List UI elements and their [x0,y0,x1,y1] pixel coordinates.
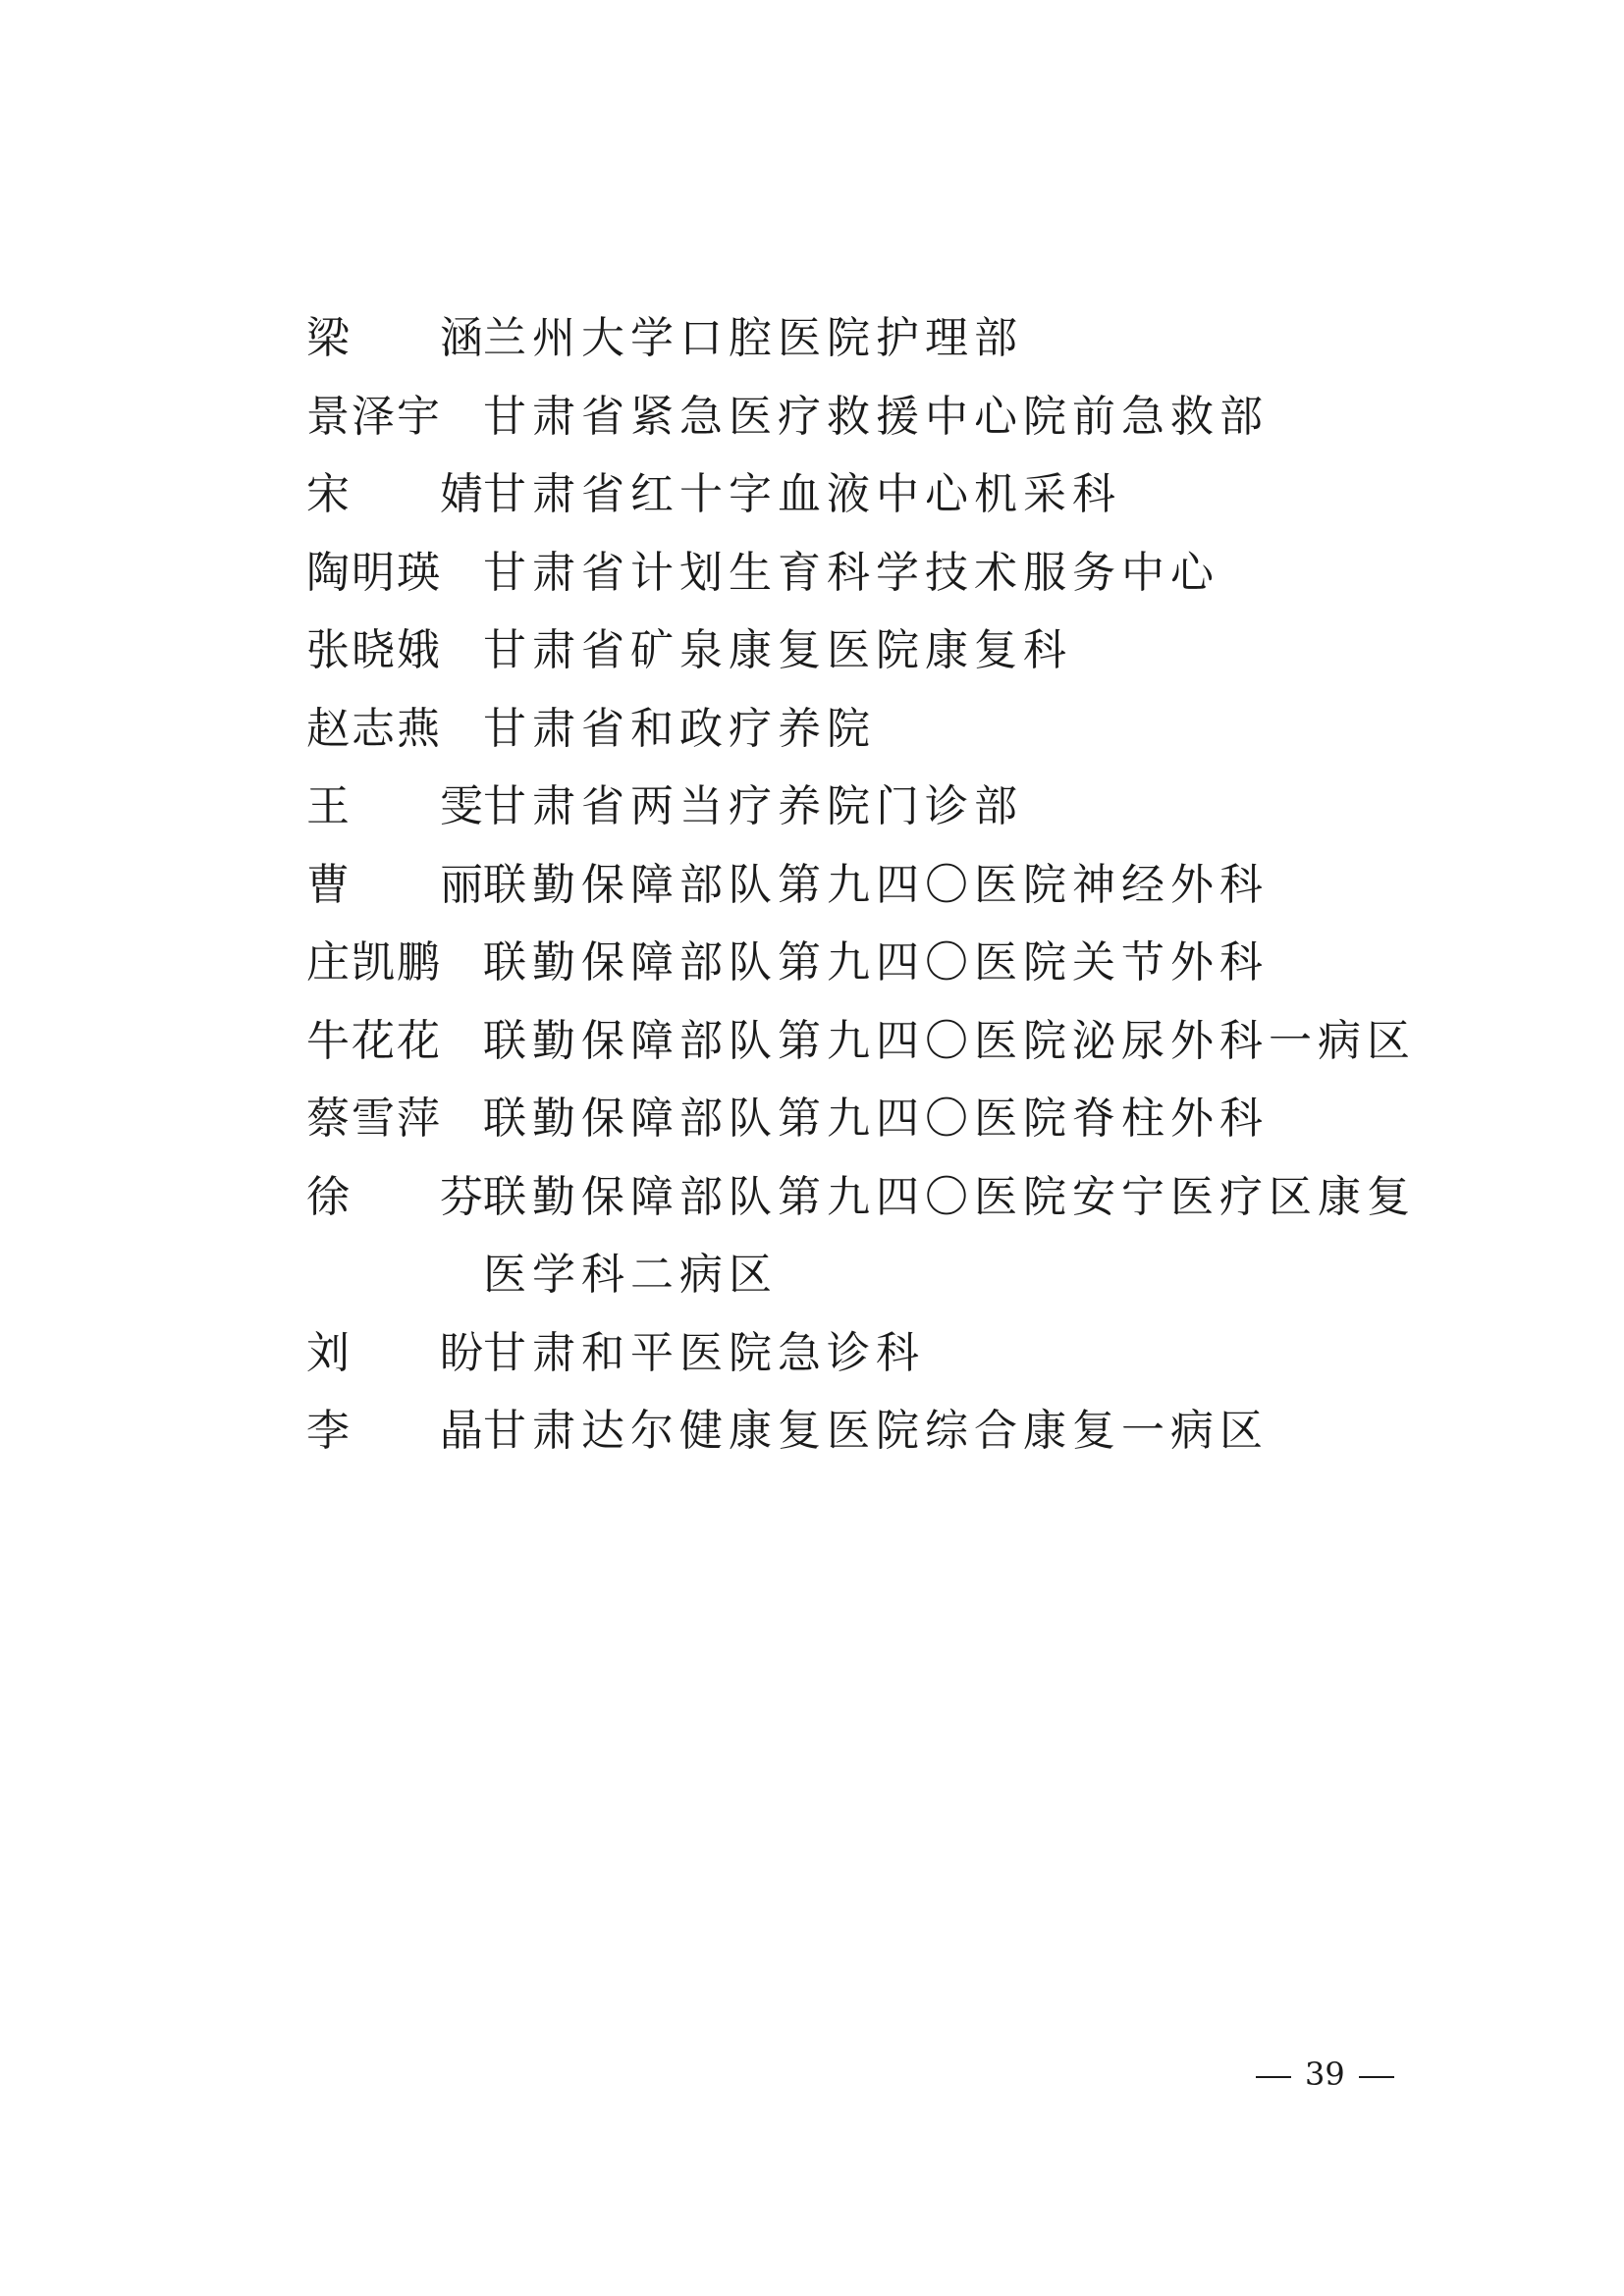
organization: 联勤保障部队第九四〇医院泌尿外科一病区 [483,1015,1416,1066]
organization: 兰州大学口腔医院护理部 [483,313,1023,363]
list-item [306,1314,1416,1393]
person-name [306,1158,483,1237]
list-item [306,768,1416,846]
organization: 联勤保障部队第九四〇医院关节外科 [483,937,1269,988]
person-name-part: 庄凯鹏 [306,937,442,988]
organization: 联勤保障部队第九四〇医院脊柱外科 [483,1094,1269,1144]
person-name [306,924,483,1002]
person-name-part: 赵志燕 [306,703,442,754]
person-name [306,455,483,534]
list-item [306,690,1416,769]
person-name-part: 徐 [306,1171,350,1222]
list-item [306,378,1416,456]
list-item [306,1158,1416,1314]
organization: 甘肃省红十字血液中心机采科 [483,469,1121,519]
person-name [306,299,483,378]
person-name-part: 晶 [440,1406,483,1456]
list-item [306,1002,1416,1081]
list-item [306,455,1416,534]
footer-dash-left [1256,2076,1291,2078]
list-item [306,846,1416,925]
list-item [306,1080,1416,1158]
person-name-part: 芬 [440,1171,483,1222]
person-name-part: 张晓娥 [306,625,442,675]
person-name-part: 牛花花 [306,1015,442,1066]
person-name [306,612,483,690]
person-name-part: 涵 [440,313,483,363]
person-name-part: 丽 [440,859,483,910]
list-item [306,612,1416,690]
person-name-part: 景泽宇 [306,391,442,442]
person-name-part: 王 [306,781,350,831]
person-name [306,846,483,925]
person-name [306,768,483,846]
person-name-part: 刘 [306,1327,350,1378]
organization: 甘肃达尔健康复医院综合康复一病区 [483,1406,1269,1456]
person-name [306,378,483,456]
footer-dash-right [1359,2076,1394,2078]
person-name-part: 盼 [440,1327,483,1378]
organization: 甘肃省和政疗养院 [483,703,876,754]
list-item [306,534,1416,613]
organization: 甘肃和平医院急诊科 [483,1327,925,1378]
person-name-part: 宋 [306,469,350,519]
page-number: 39 [1305,2056,1345,2093]
person-name [306,534,483,613]
person-name [306,1314,483,1393]
page-footer [1242,2055,1408,2094]
person-name-part: 曹 [306,859,350,910]
organization: 甘肃省计划生育科学技术服务中心 [483,547,1219,598]
person-name-part: 蔡雪萍 [306,1094,442,1144]
person-name [306,1392,483,1470]
person-name [306,690,483,769]
list-item [306,1392,1416,1470]
person-name [306,1002,483,1081]
person-name-part: 梁 [306,313,350,363]
person-name-part: 陶明瑛 [306,547,442,598]
list-item [306,299,1416,378]
organization: 甘肃省两当疗养院门诊部 [483,781,1023,831]
person-name-part: 雯 [440,781,483,831]
list-item [306,924,1416,1002]
person-name-part: 婧 [440,469,483,519]
organization: 联勤保障部队第九四〇医院神经外科 [483,859,1269,910]
personnel-list [306,299,1416,1470]
person-name [306,1080,483,1158]
organization: 联勤保障部队第九四〇医院安宁医疗区康复医学科二病区 [483,1171,1416,1300]
organization: 甘肃省矿泉康复医院康复科 [483,625,1072,675]
organization: 甘肃省紧急医疗救援中心院前急救部 [483,391,1269,442]
person-name-part: 李 [306,1406,350,1456]
